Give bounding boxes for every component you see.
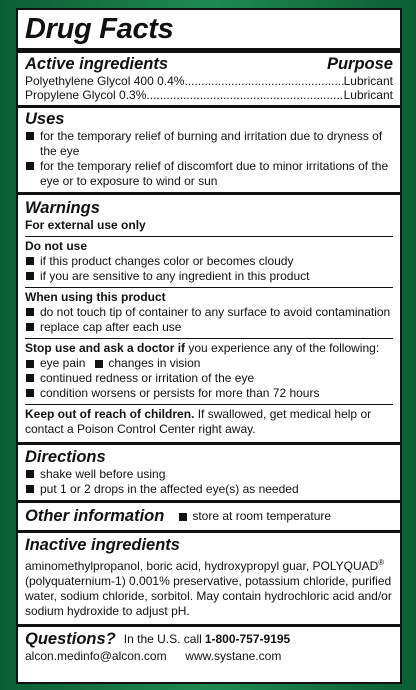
list-item: do not touch tip of container to any surface to avoid contamination	[25, 305, 393, 320]
external-use-notice: For external use only	[25, 218, 146, 232]
keep-out-text: If swallowed, get medical help or contact a Poison Control Center right away.	[25, 407, 372, 436]
phone-number[interactable]: 1-800-757-9195	[204, 632, 291, 646]
divider	[25, 338, 393, 339]
list-item: continued redness or irritation of the eye	[25, 371, 393, 386]
list-item: if this product changes color or becomes cloudy	[25, 254, 393, 269]
purpose-heading: Purpose	[326, 55, 393, 73]
bullet-square-icon	[26, 360, 34, 368]
active-row	[25, 74, 393, 88]
active-purpose: Lubricant	[343, 88, 393, 102]
divider	[25, 287, 393, 288]
stop-use-inline-items: eye pain changes in vision	[25, 356, 393, 371]
bullet-square-icon	[179, 513, 187, 521]
drug-facts-panel	[16, 8, 402, 684]
uses-section	[18, 105, 400, 192]
bullet-square-icon	[26, 470, 34, 478]
contact-line	[25, 649, 393, 664]
directions-section	[18, 442, 400, 500]
active-row	[25, 88, 393, 102]
keep-out-paragraph	[25, 407, 393, 439]
when-using-heading: When using this product	[25, 290, 166, 304]
email-link[interactable]: alcon.medinfo@alcon.com	[25, 649, 167, 663]
list-item: condition worsens or persists for more than 72 hours	[25, 386, 393, 401]
bullet-square-icon	[26, 132, 34, 140]
leader-dots	[146, 88, 343, 102]
inactive-heading: Inactive ingredients	[25, 536, 180, 554]
stop-use-heading: Stop use and ask a doctor if	[25, 341, 186, 355]
active-name: Polyethylene Glycol 400 0.4%	[25, 74, 185, 88]
other-info-heading: Other information	[25, 507, 165, 525]
bullet-square-icon	[95, 360, 103, 368]
stop-use-intro: you experience any of the following:	[185, 341, 380, 355]
questions-heading: Questions?	[25, 630, 116, 648]
registered-mark: ®	[378, 558, 385, 567]
website-link[interactable]: www.systane.com	[185, 649, 282, 663]
other-information-section	[18, 500, 400, 530]
list-item: replace cap after each use	[25, 320, 393, 335]
stop-use-line	[25, 341, 393, 356]
list-item: for the temporary relief of burning and irritation due to dryness of the eye	[25, 129, 393, 159]
bullet-square-icon	[26, 485, 34, 493]
inactive-text: aminomethylpropanol, boric acid, hydroxypropyl guar, POLYQUAD® (polyquaternium-1) 0.001% preservative, potassium chloride, purified water, sodium chloride, sorbitol. May contain hydrochloric acid and/or sodium hydroxide to adjust pH.	[25, 558, 392, 618]
list-item: shake well before using	[25, 467, 393, 482]
active-ingredients-section	[18, 48, 400, 105]
title-section	[18, 10, 400, 48]
warnings-section	[18, 192, 400, 442]
bullet-square-icon	[26, 308, 34, 316]
divider	[25, 404, 393, 405]
bullet-square-icon	[26, 272, 34, 280]
bullet-square-icon	[26, 323, 34, 331]
bullet-square-icon	[26, 389, 34, 397]
list-item: put 1 or 2 drops in the affected eye(s) as needed	[25, 482, 393, 497]
bullet-square-icon	[26, 162, 34, 170]
keep-out-heading: Keep out of reach of children.	[25, 407, 195, 421]
bullet-square-icon	[26, 374, 34, 382]
call-text: In the U.S. call	[123, 632, 202, 646]
active-name: Propylene Glycol 0.3%	[25, 88, 147, 102]
uses-heading: Uses	[25, 110, 65, 128]
active-purpose: Lubricant	[343, 74, 393, 88]
do-not-use-heading: Do not use	[25, 239, 87, 253]
list-item: for the temporary relief of discomfort due to minor irritations of the eye or to exposure to wind or sun	[25, 159, 393, 189]
page-title: Drug Facts	[25, 13, 174, 45]
inactive-ingredients-section	[18, 530, 400, 624]
bullet-square-icon	[26, 257, 34, 265]
list-item: if you are sensitive to any ingredient in this product	[25, 269, 393, 284]
directions-heading: Directions	[25, 448, 106, 466]
warnings-heading: Warnings	[25, 199, 100, 217]
leader-dots	[184, 74, 343, 88]
other-info-item: store at room temperature	[192, 509, 332, 523]
divider	[25, 236, 393, 237]
active-heading: Active ingredients	[25, 55, 169, 73]
questions-section	[18, 624, 400, 667]
